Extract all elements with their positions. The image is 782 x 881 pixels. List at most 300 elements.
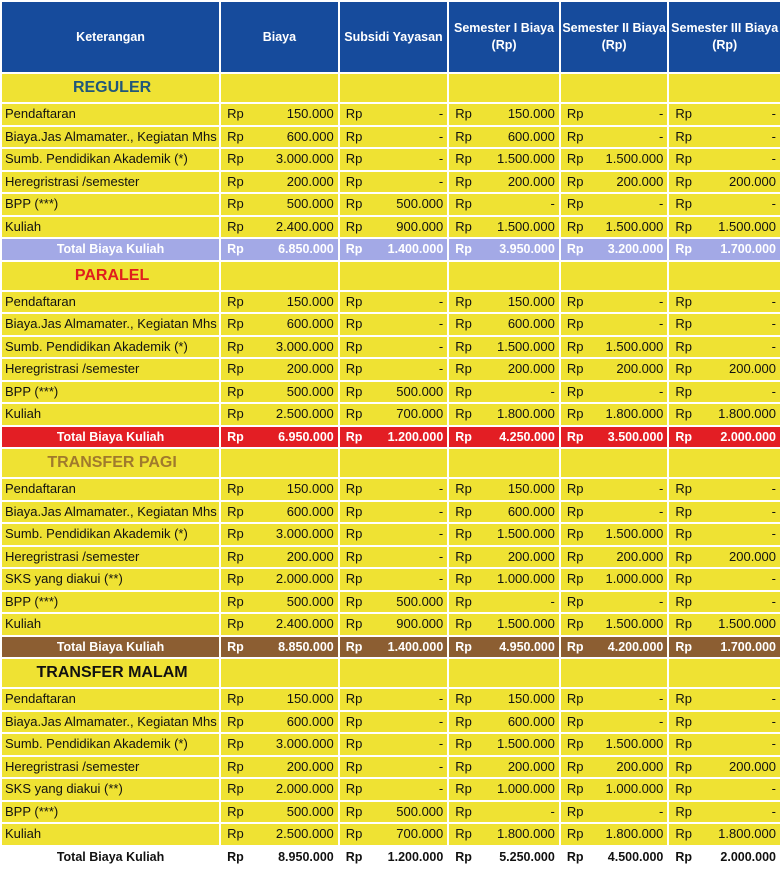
amount-value: 1.500.000	[496, 526, 555, 541]
cell-subsidi	[340, 547, 448, 568]
cell-biaya	[221, 547, 338, 568]
cell-sem3	[669, 824, 780, 845]
amount-value: -	[438, 713, 444, 729]
cell-sem1	[449, 382, 559, 403]
amount-value: 600.000	[507, 316, 555, 331]
currency-label: Rp	[675, 383, 692, 399]
currency-label: Rp	[345, 218, 363, 234]
empty-cell	[340, 74, 448, 102]
amount-value: 1.500.000	[605, 616, 664, 631]
currency-label: Rp	[227, 616, 244, 631]
cell-subsidi	[340, 104, 448, 125]
total-sem3	[669, 847, 780, 868]
row-label: Pendaftaran	[2, 689, 219, 710]
amount-value: 500.000	[396, 196, 444, 211]
currency-label: Rp	[345, 429, 363, 444]
currency-label: Rp	[227, 571, 244, 586]
empty-cell	[449, 449, 559, 477]
currency-label: Rp	[566, 593, 584, 609]
amount-value: 200.000	[507, 758, 555, 774]
currency-label: Rp	[227, 429, 244, 444]
amount-value: 1.500.000	[605, 218, 664, 234]
cell-biaya	[221, 524, 338, 545]
amount-value: -	[438, 173, 444, 189]
cell-sem2	[561, 824, 668, 845]
cell-sem3	[669, 524, 780, 545]
amount-value: 6.850.000	[278, 242, 334, 256]
currency-label: Rp	[675, 481, 692, 496]
currency-label: Rp	[227, 849, 244, 864]
currency-label: Rp	[227, 503, 244, 519]
amount-value: 200.000	[286, 758, 334, 774]
currency-label: Rp	[455, 781, 472, 796]
currency-label: Rp	[345, 803, 363, 819]
amount-value: 200.000	[286, 173, 334, 189]
amount-value: 2.500.000	[275, 406, 334, 421]
amount-value: 1.800.000	[718, 826, 776, 841]
total-sem2	[561, 239, 668, 260]
currency-label: Rp	[227, 826, 244, 841]
empty-cell	[449, 74, 559, 102]
currency-label: Rp	[675, 526, 692, 541]
cell-subsidi	[340, 824, 448, 845]
row-label: Kuliah	[2, 404, 219, 425]
currency-label: Rp	[455, 713, 472, 729]
currency-label: Rp	[566, 849, 584, 864]
row-label: Biaya.Jas Almamater., Kegiatan Mhs	[2, 127, 219, 148]
currency-label: Rp	[455, 593, 472, 609]
section-row-reguler	[2, 74, 780, 102]
amount-value: 900.000	[396, 218, 444, 234]
total-sem2	[561, 427, 668, 448]
currency-label: Rp	[227, 736, 244, 751]
row-label: Sumb. Pendidikan Akademik (*)	[2, 149, 219, 170]
amount-value: -	[771, 383, 776, 399]
amount-value: -	[438, 503, 444, 519]
currency-label: Rp	[675, 106, 692, 121]
total-subsidi	[340, 847, 448, 868]
currency-label: Rp	[566, 616, 584, 631]
cell-sem1	[449, 292, 559, 313]
cell-sem2	[561, 359, 668, 380]
amount-value: -	[771, 481, 776, 496]
cell-sem2	[561, 292, 668, 313]
currency-label: Rp	[455, 293, 472, 309]
currency-label: Rp	[455, 316, 472, 331]
currency-label: Rp	[455, 361, 472, 376]
cell-sem3	[669, 359, 780, 380]
currency-label: Rp	[345, 242, 363, 256]
cell-sem1	[449, 359, 559, 380]
currency-label: Rp	[227, 173, 244, 189]
cell-sem3	[669, 382, 780, 403]
currency-label: Rp	[345, 616, 363, 631]
empty-cell	[561, 74, 668, 102]
cell-subsidi	[340, 172, 448, 193]
currency-label: Rp	[566, 151, 584, 166]
currency-label: Rp	[455, 481, 472, 496]
amount-value: 200.000	[729, 361, 776, 376]
amount-value: -	[771, 503, 776, 519]
header-keterangan: Keterangan	[2, 2, 219, 72]
cell-sem2	[561, 479, 668, 500]
currency-label: Rp	[227, 406, 244, 421]
currency-label: Rp	[455, 106, 472, 121]
table-row	[2, 502, 780, 523]
amount-value: 1.800.000	[605, 406, 664, 421]
amount-value: 200.000	[616, 361, 664, 376]
amount-value: 150.000	[286, 106, 334, 121]
cell-sem3	[669, 194, 780, 215]
empty-cell	[669, 449, 780, 477]
currency-label: Rp	[345, 406, 363, 421]
cell-sem3	[669, 779, 780, 800]
table-row	[2, 524, 780, 545]
cell-subsidi	[340, 149, 448, 170]
cell-subsidi	[340, 614, 448, 635]
currency-label: Rp	[345, 826, 363, 841]
cell-subsidi	[340, 757, 448, 778]
currency-label: Rp	[345, 106, 363, 121]
currency-label: Rp	[566, 803, 584, 819]
amount-value: 1.500.000	[718, 218, 776, 234]
amount-value: -	[438, 151, 444, 166]
cell-sem3	[669, 217, 780, 238]
cell-sem3	[669, 104, 780, 125]
cell-sem2	[561, 314, 668, 335]
table-row	[2, 689, 780, 710]
currency-label: Rp	[566, 639, 584, 654]
table-row	[2, 802, 780, 823]
currency-label: Rp	[675, 713, 692, 729]
currency-label: Rp	[455, 383, 472, 399]
cell-subsidi	[340, 689, 448, 710]
currency-label: Rp	[455, 406, 472, 421]
amount-value: 1.400.000	[387, 639, 444, 654]
cell-sem3	[669, 547, 780, 568]
header-subsidi-yayasan: Subsidi Yayasan	[340, 2, 448, 72]
row-label: Heregristrasi /semester	[2, 359, 219, 380]
currency-label: Rp	[455, 503, 472, 519]
cell-sem2	[561, 592, 668, 613]
cell-sem1	[449, 547, 559, 568]
currency-label: Rp	[345, 383, 363, 399]
cell-sem2	[561, 194, 668, 215]
table-row	[2, 359, 780, 380]
total-label: Total Biaya Kuliah	[2, 427, 219, 448]
currency-label: Rp	[227, 151, 244, 166]
total-sem2	[561, 637, 668, 658]
amount-value: 200.000	[286, 361, 334, 376]
table-row	[2, 479, 780, 500]
amount-value: -	[438, 781, 444, 796]
currency-label: Rp	[566, 406, 584, 421]
currency-label: Rp	[227, 106, 244, 121]
total-biaya	[221, 239, 338, 260]
section-row-paralel	[2, 262, 780, 290]
amount-value: 1.700.000	[720, 242, 776, 256]
cell-sem2	[561, 802, 668, 823]
amount-value: 2.000.000	[720, 429, 776, 444]
cell-sem3	[669, 614, 780, 635]
currency-label: Rp	[455, 826, 472, 841]
cell-sem1	[449, 569, 559, 590]
currency-label: Rp	[675, 429, 693, 444]
currency-label: Rp	[345, 128, 363, 144]
currency-label: Rp	[227, 481, 244, 496]
cell-biaya	[221, 502, 338, 523]
currency-label: Rp	[455, 242, 472, 256]
amount-value: 600.000	[286, 316, 334, 331]
amount-value: 1.200.000	[387, 849, 444, 864]
amount-value: -	[659, 691, 664, 706]
currency-label: Rp	[675, 503, 692, 519]
cell-sem1	[449, 217, 559, 238]
cell-sem2	[561, 337, 668, 358]
currency-label: Rp	[566, 781, 584, 796]
cell-sem2	[561, 524, 668, 545]
cell-subsidi	[340, 502, 448, 523]
amount-value: -	[438, 526, 444, 541]
amount-value: 200.000	[729, 758, 776, 774]
cell-biaya	[221, 337, 338, 358]
row-label: SKS yang diakui (**)	[2, 569, 219, 590]
currency-label: Rp	[566, 548, 584, 564]
amount-value: 600.000	[507, 713, 555, 729]
amount-value: 4.250.000	[499, 429, 555, 444]
cell-biaya	[221, 104, 338, 125]
cell-biaya	[221, 359, 338, 380]
table-row	[2, 292, 780, 313]
amount-value: 4.200.000	[607, 639, 664, 654]
amount-value: 1.700.000	[720, 639, 776, 654]
amount-value: -	[771, 106, 776, 121]
cell-subsidi	[340, 479, 448, 500]
amount-value: 2.400.000	[275, 616, 334, 631]
amount-value: 600.000	[507, 503, 555, 519]
currency-label: Rp	[227, 361, 244, 376]
currency-label: Rp	[227, 128, 244, 144]
amount-value: 6.950.000	[278, 429, 334, 444]
currency-label: Rp	[455, 849, 472, 864]
section-title-transfer_pagi: TRANSFER PAGI	[2, 449, 219, 477]
currency-label: Rp	[345, 316, 363, 331]
cell-sem2	[561, 734, 668, 755]
cell-sem1	[449, 149, 559, 170]
amount-value: 3.500.000	[607, 429, 664, 444]
row-label: BPP (***)	[2, 802, 219, 823]
currency-label: Rp	[345, 593, 363, 609]
amount-value: -	[659, 803, 664, 819]
total-sem3	[669, 637, 780, 658]
total-subsidi	[340, 427, 448, 448]
currency-label: Rp	[455, 338, 472, 354]
amount-value: 2.500.000	[275, 826, 334, 841]
table-row	[2, 592, 780, 613]
currency-label: Rp	[345, 691, 363, 706]
total-sem3	[669, 239, 780, 260]
cell-sem2	[561, 569, 668, 590]
section-title-reguler: REGULER	[2, 74, 219, 102]
currency-label: Rp	[566, 338, 584, 354]
currency-label: Rp	[345, 736, 363, 751]
amount-value: -	[771, 593, 776, 609]
empty-cell	[669, 74, 780, 102]
amount-value: -	[659, 196, 664, 211]
total-subsidi	[340, 239, 448, 260]
total-sem1	[449, 847, 559, 868]
amount-value: -	[659, 503, 664, 519]
currency-label: Rp	[675, 338, 692, 354]
table-row	[2, 712, 780, 733]
amount-value: 1.500.000	[496, 616, 555, 631]
cell-sem3	[669, 479, 780, 500]
amount-value: -	[550, 196, 555, 211]
table-row	[2, 757, 780, 778]
cell-sem2	[561, 217, 668, 238]
currency-label: Rp	[345, 503, 363, 519]
section-row-transfer_pagi	[2, 449, 780, 477]
cell-biaya	[221, 712, 338, 733]
amount-value: 600.000	[286, 128, 334, 144]
amount-value: 1.000.000	[496, 781, 555, 796]
currency-label: Rp	[227, 316, 244, 331]
amount-value: -	[771, 526, 776, 541]
currency-label: Rp	[675, 691, 692, 706]
amount-value: 1.000.000	[605, 571, 664, 586]
cell-sem2	[561, 149, 668, 170]
currency-label: Rp	[455, 639, 472, 654]
empty-cell	[221, 659, 338, 687]
amount-value: 1.500.000	[605, 526, 664, 541]
cell-biaya	[221, 824, 338, 845]
amount-value: 1.500.000	[496, 736, 555, 751]
amount-value: 500.000	[396, 593, 444, 609]
currency-label: Rp	[455, 151, 472, 166]
currency-label: Rp	[227, 383, 244, 399]
total-sem1	[449, 637, 559, 658]
amount-value: 3.950.000	[499, 242, 555, 256]
cell-biaya	[221, 757, 338, 778]
cell-sem3	[669, 172, 780, 193]
amount-value: -	[438, 106, 444, 121]
cell-biaya	[221, 404, 338, 425]
cell-subsidi	[340, 359, 448, 380]
currency-label: Rp	[675, 758, 692, 774]
currency-label: Rp	[227, 758, 244, 774]
amount-value: -	[771, 293, 776, 309]
amount-value: -	[438, 758, 444, 774]
currency-label: Rp	[675, 173, 692, 189]
currency-label: Rp	[675, 242, 693, 256]
total-biaya	[221, 847, 338, 868]
currency-label: Rp	[675, 849, 693, 864]
total-row-transfer_pagi	[2, 637, 780, 658]
row-label: Biaya.Jas Almamater., Kegiatan Mhs	[2, 502, 219, 523]
amount-value: 1.800.000	[718, 406, 776, 421]
amount-value: 5.250.000	[499, 849, 555, 864]
currency-label: Rp	[227, 526, 244, 541]
total-biaya	[221, 427, 338, 448]
amount-value: 1.400.000	[387, 242, 444, 256]
currency-label: Rp	[675, 736, 692, 751]
cell-subsidi	[340, 802, 448, 823]
amount-value: 3.000.000	[275, 338, 334, 354]
empty-cell	[449, 659, 559, 687]
table-row	[2, 547, 780, 568]
cell-sem3	[669, 757, 780, 778]
table-row	[2, 172, 780, 193]
amount-value: 200.000	[507, 173, 555, 189]
cell-sem2	[561, 614, 668, 635]
currency-label: Rp	[345, 713, 363, 729]
row-label: Pendaftaran	[2, 292, 219, 313]
currency-label: Rp	[675, 218, 692, 234]
amount-value: 3.000.000	[275, 526, 334, 541]
cell-biaya	[221, 734, 338, 755]
cell-subsidi	[340, 404, 448, 425]
amount-value: 8.850.000	[278, 639, 334, 654]
total-sem2	[561, 847, 668, 868]
cell-biaya	[221, 592, 338, 613]
currency-label: Rp	[566, 736, 584, 751]
currency-label: Rp	[227, 338, 244, 354]
amount-value: -	[771, 736, 776, 751]
amount-value: 600.000	[286, 713, 334, 729]
amount-value: 150.000	[507, 293, 555, 309]
amount-value: 500.000	[286, 383, 334, 399]
currency-label: Rp	[675, 826, 692, 841]
currency-label: Rp	[566, 503, 584, 519]
amount-value: -	[771, 781, 776, 796]
table-row	[2, 314, 780, 335]
amount-value: 1.800.000	[496, 406, 555, 421]
amount-value: 900.000	[396, 616, 444, 631]
currency-label: Rp	[345, 481, 363, 496]
total-label: Total Biaya Kuliah	[2, 637, 219, 658]
amount-value: -	[550, 803, 555, 819]
cell-sem3	[669, 802, 780, 823]
total-label: Total Biaya Kuliah	[2, 239, 219, 260]
section-title-transfer_malam: TRANSFER MALAM	[2, 659, 219, 687]
cell-subsidi	[340, 337, 448, 358]
currency-label: Rp	[566, 429, 584, 444]
cell-sem1	[449, 314, 559, 335]
total-row-paralel	[2, 427, 780, 448]
currency-label: Rp	[227, 196, 244, 211]
currency-label: Rp	[455, 429, 472, 444]
cell-subsidi	[340, 292, 448, 313]
currency-label: Rp	[227, 218, 244, 234]
currency-label: Rp	[675, 128, 692, 144]
amount-value: 2.400.000	[275, 218, 334, 234]
amount-value: 3.000.000	[275, 151, 334, 166]
table-row	[2, 734, 780, 755]
amount-value: -	[550, 593, 555, 609]
amount-value: 500.000	[286, 196, 334, 211]
cell-sem2	[561, 127, 668, 148]
total-sem3	[669, 427, 780, 448]
empty-cell	[561, 262, 668, 290]
cell-sem1	[449, 689, 559, 710]
amount-value: 150.000	[286, 481, 334, 496]
cell-sem3	[669, 337, 780, 358]
row-label: Heregristrasi /semester	[2, 757, 219, 778]
amount-value: -	[438, 571, 444, 586]
cell-sem1	[449, 337, 559, 358]
total-sem1	[449, 427, 559, 448]
amount-value: 150.000	[507, 106, 555, 121]
